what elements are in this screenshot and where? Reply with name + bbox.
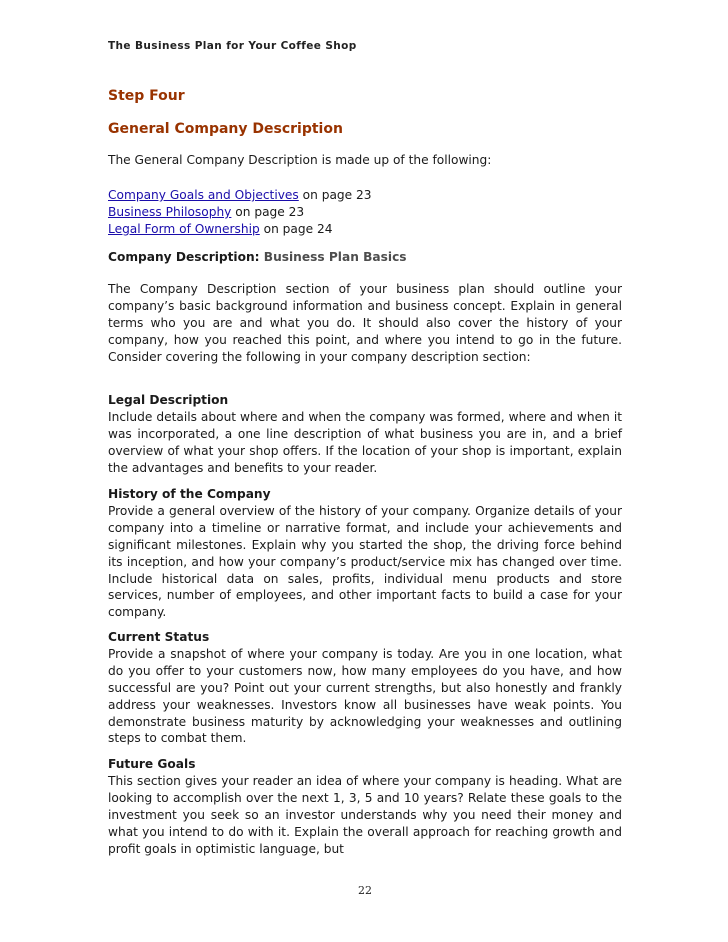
page-number: 22 — [358, 884, 372, 897]
basics-label: Company Description: — [108, 250, 260, 264]
toc-item — [108, 221, 372, 238]
link-business-philosophy[interactable]: Business Philosophy — [108, 205, 232, 219]
section-history — [108, 486, 622, 621]
page-ref: on page 24 — [259, 222, 333, 236]
link-company-goals[interactable]: Company Goals and Objectives — [108, 188, 299, 202]
section-body: Include details about where and when the company was formed, where and when it was incorporated, a one line description of what business you are in, and a brief overview of what your shop offers. If the location of your shop is important, explain the advantages and benefits to your reader. — [108, 409, 622, 475]
section-body: Provide a general overview of the history of your company. Organize details of your company into a timeline or narrative format, and include your achievements and significant milestones. Explain why you started the shop, the driving force behind its inception, and how your company’s product/service mix has changed over time. Include historical data on sales, profits, individual menu products and store services, number of employees, and other important facts to build a case for your company. — [108, 503, 622, 620]
basics-accent: Business Plan Basics — [263, 250, 407, 264]
section-body: Provide a snapshot of where your company is today. Are you in one location, what do you offer to your customers now, how many employees do you have, and how successful are you? Point out your current strengths, but also honestly and frankly address your weaknesses. Investors know all businesses have weak points. You demonstrate business maturity by acknowledging your weaknesses and outlining steps to combat them. — [108, 646, 622, 746]
page-ref: on page 23 — [231, 205, 305, 219]
section-future-goals — [108, 756, 622, 857]
section-heading: Current Status — [108, 630, 210, 644]
basics-heading — [108, 250, 407, 264]
toc-item — [108, 204, 372, 221]
section-title: General Company Description — [108, 121, 343, 137]
section-body: This section gives your reader an idea of where your company is heading. What are looking to accomplish over the next 1, 3, 5 and 10 years? Relate these goals to the investment you seek so an investor understands why you need their money and what you intend to do with it. Explain the overall approach for reaching growth and profit goals in optimistic language, but — [108, 773, 622, 856]
section-heading: History of the Company — [108, 487, 271, 501]
section-legal-description — [108, 392, 622, 477]
section-heading: Future Goals — [108, 757, 196, 771]
section-current-status — [108, 629, 622, 747]
overview-paragraph: The Company Description section of your business plan should outline your company’s basic background information and business concept. Explain in general terms who you are and what you do. It should also cover the history of your company, how you reached this point, and where you intend to go in the future. Consider covering the following in your company description section: — [108, 282, 622, 364]
intro-text: The General Company Description is made up of the following: — [108, 153, 492, 167]
step-heading: Step Four — [108, 88, 185, 104]
link-legal-form[interactable]: Legal Form of Ownership — [108, 222, 260, 236]
running-header: The Business Plan for Your Coffee Shop — [108, 40, 357, 52]
page-ref: on page 23 — [298, 188, 372, 202]
toc-links — [108, 187, 372, 238]
toc-item — [108, 187, 372, 204]
section-heading: Legal Description — [108, 393, 229, 407]
